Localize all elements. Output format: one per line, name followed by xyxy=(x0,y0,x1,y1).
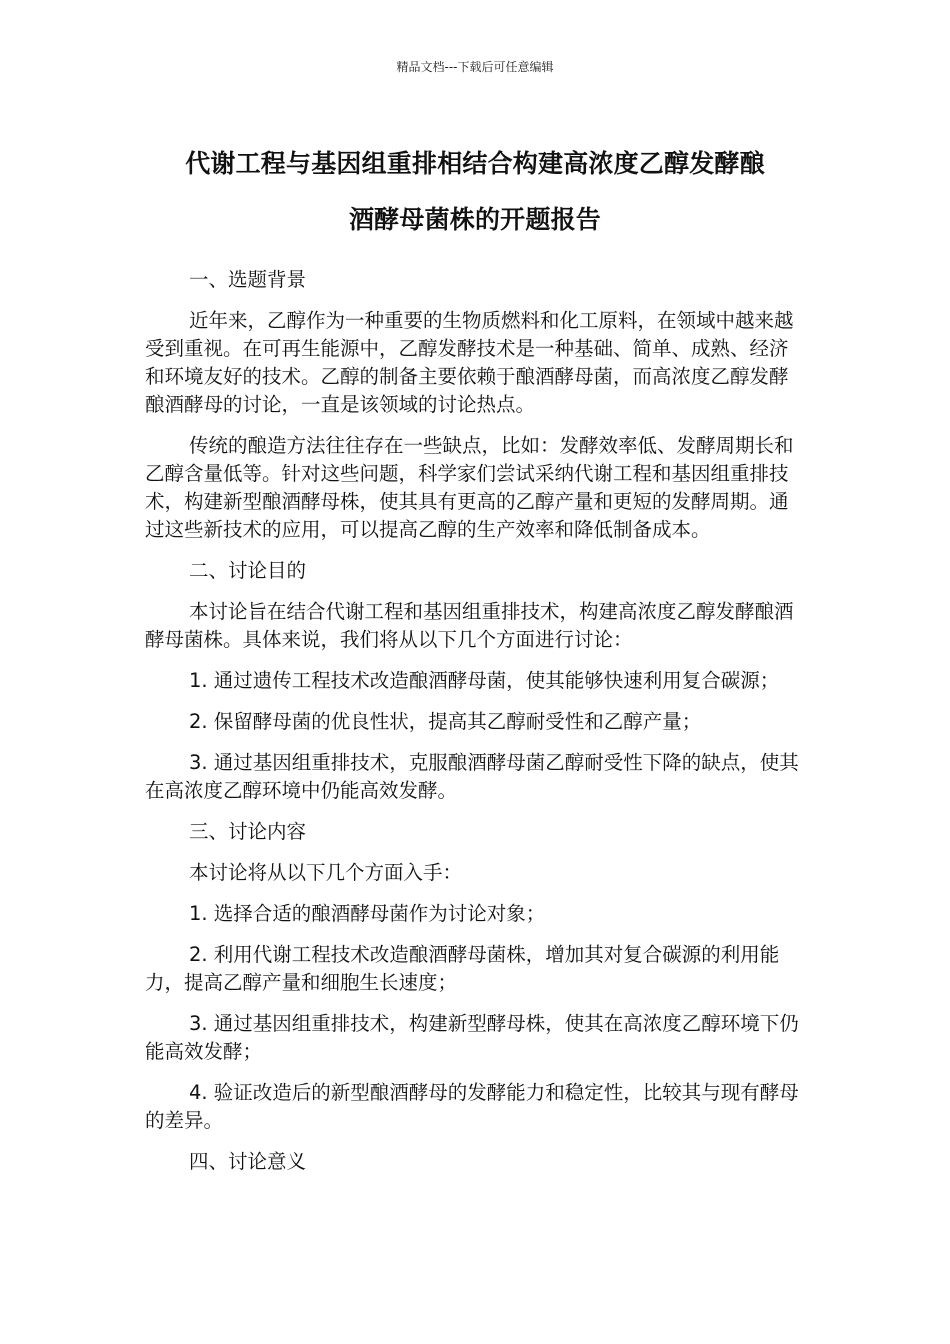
list-item: 1. 选择合适的酿酒酵母菌作为讨论对象； xyxy=(189,902,546,925)
paragraph: 近年来，乙醇作为一种重要的生物质燃料和化工原料，在领域中越来越受到重视。在可再生能源中，乙醇发酵技术是一种基础、简单、成熟、经济和环境友好的技术。乙醇的制备主要依赖于酿酒酵母菌，而高浓度乙醇发酵酿酒酵母的讨论，一直是该领域的讨论热点。 xyxy=(145,309,794,416)
section-heading-purpose: 二、讨论目的 xyxy=(189,559,307,582)
section-heading-significance: 四、讨论意义 xyxy=(189,1150,307,1173)
document-title xyxy=(140,136,810,248)
list-item: 2. 保留酵母菌的优良性状，提高其乙醇耐受性和乙醇产量； xyxy=(189,710,702,733)
header-note: 精品文档---下载后可任意编辑 xyxy=(396,60,554,74)
title-line-2: 酒酵母菌株的开题报告 xyxy=(348,205,601,234)
paragraph: 本讨论将从以下几个方面入手： xyxy=(189,861,463,884)
list-item: 3. 通过基因组重排技术，克服酿酒酵母菌乙醇耐受性下降的缺点，使其在高浓度乙醇环境中仍能高效发酵。 xyxy=(145,751,799,802)
list-item: 3. 通过基因组重排技术，构建新型酵母株，使其在高浓度乙醇环境下仍能高效发酵； xyxy=(145,1012,799,1063)
title-line-1: 代谢工程与基因组重排相结合构建高浓度乙醇发酵酿 xyxy=(185,149,765,178)
list-item: 2. 利用代谢工程技术改造酿酒酵母菌株，增加其对复合碳源的利用能力，提高乙醇产量和细胞生长速度； xyxy=(145,943,780,994)
list-item: 4. 验证改造后的新型酿酒酵母的发酵能力和稳定性，比较其与现有酵母的差异。 xyxy=(145,1081,799,1132)
section-heading-background: 一、选题背景 xyxy=(189,268,307,291)
list-item: 1. 通过遗传工程技术改造酿酒酵母菌，使其能够快速利用复合碳源； xyxy=(189,669,780,692)
section-heading-content: 三、讨论内容 xyxy=(189,820,307,843)
paragraph: 传统的酿造方法往往存在一些缺点，比如：发酵效率低、发酵周期长和乙醇含量低等。针对这些问题，科学家们尝试采纳代谢工程和基因组重排技术，构建新型酿酒酵母株，使其具有更高的乙醇产量和更短的发酵周期。通过这些新技术的应用，可以提高乙醇的生产效率和降低制备成本。 xyxy=(145,434,794,541)
paragraph: 本讨论旨在结合代谢工程和基因组重排技术，构建高浓度乙醇发酵酿酒酵母菌株。具体来说，我们将从以下几个方面进行讨论： xyxy=(145,600,794,651)
document-body xyxy=(145,266,805,1189)
